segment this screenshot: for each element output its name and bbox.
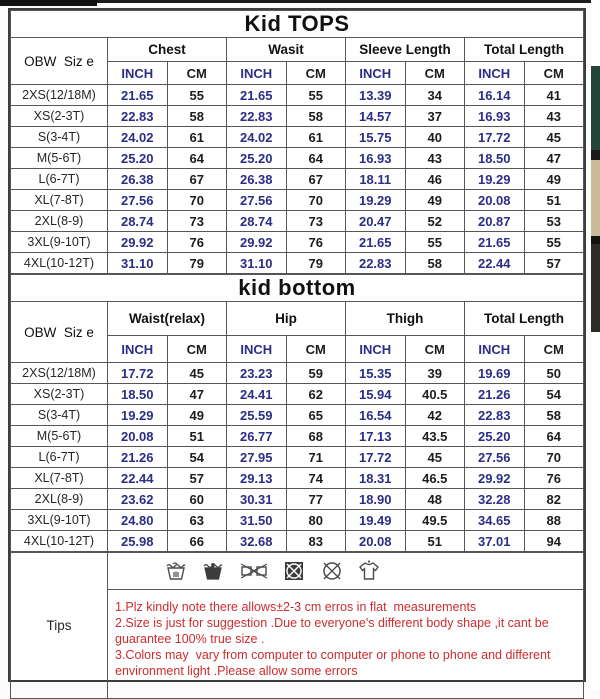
cm-value: 42 — [405, 405, 465, 426]
inch-value: 21.65 — [346, 232, 406, 253]
cm-value: 76 — [286, 232, 346, 253]
inch-value: 16.14 — [465, 85, 525, 106]
hand-wash-icon — [164, 559, 188, 583]
size-row — [11, 531, 584, 552]
inch-value: 21.26 — [465, 384, 525, 405]
cm-value: 45 — [167, 363, 227, 384]
size-label: 3XL(9-10T) — [11, 232, 108, 253]
thigh-header: Thigh — [346, 302, 465, 336]
size-row — [11, 426, 584, 447]
inch-value: 26.77 — [227, 426, 287, 447]
inch-value: 19.29 — [108, 405, 168, 426]
inch-value: 23.62 — [108, 489, 168, 510]
inch-value: 28.74 — [227, 211, 287, 232]
size-row — [11, 447, 584, 468]
cm-value: 70 — [524, 447, 584, 468]
waist-relax-header: Waist(relax) — [108, 302, 227, 336]
cm-value: 55 — [524, 232, 584, 253]
inch-value: 22.83 — [108, 106, 168, 127]
cm-value: 41 — [524, 85, 584, 106]
cm-value: 94 — [524, 531, 584, 552]
top-edge-strip-left — [0, 0, 97, 6]
inch-value: 31.10 — [108, 253, 168, 274]
cm-value: 45 — [524, 127, 584, 148]
inch-value: 22.44 — [108, 468, 168, 489]
size-label: XS(2-3T) — [11, 106, 108, 127]
cm-value: 60 — [167, 489, 227, 510]
size-label: L(6-7T) — [11, 447, 108, 468]
inch-value: 29.92 — [108, 232, 168, 253]
cm-value: 73 — [167, 211, 227, 232]
cm-value: 43 — [405, 148, 465, 169]
cm-value: 88 — [524, 510, 584, 531]
cm-value: 58 — [405, 253, 465, 274]
size-row — [11, 127, 584, 148]
size-label: 3XL(9-10T) — [11, 510, 108, 531]
inch-value: 27.56 — [465, 447, 525, 468]
cm-value: 58 — [524, 405, 584, 426]
inch-value: 24.80 — [108, 510, 168, 531]
cm-value: 57 — [167, 468, 227, 489]
cm-value: 51 — [524, 190, 584, 211]
inch-value: 22.83 — [465, 405, 525, 426]
inch-value: 18.90 — [346, 489, 406, 510]
kid-tops-table — [10, 10, 584, 274]
size-row — [11, 169, 584, 190]
inch-value: 18.11 — [346, 169, 406, 190]
size-row — [11, 85, 584, 106]
photo-sliver-segment — [591, 0, 600, 66]
care-tips-table — [10, 552, 584, 699]
inch-value: 17.72 — [108, 363, 168, 384]
tips-text — [108, 590, 584, 699]
cm-value: 63 — [167, 510, 227, 531]
inch-value: 16.54 — [346, 405, 406, 426]
cm-value: 76 — [167, 232, 227, 253]
cm-value: 50 — [524, 363, 584, 384]
inch-value: 18.50 — [108, 384, 168, 405]
kid-bottom-title-row — [11, 275, 584, 302]
size-label: 4XL(10-12T) — [11, 531, 108, 552]
inch-value: 26.38 — [108, 169, 168, 190]
cm-header: CM — [405, 62, 465, 85]
cm-value: 37 — [405, 106, 465, 127]
inch-value: 13.39 — [346, 85, 406, 106]
inch-value: 15.94 — [346, 384, 406, 405]
cm-value: 47 — [167, 384, 227, 405]
adjacent-photo-sliver — [591, 0, 600, 690]
tip-line: 1.Plz kindly note there allows±2-3 cm erros in flat measurements — [115, 600, 477, 614]
inch-value: 16.93 — [465, 106, 525, 127]
kid-tops-group-header-row — [11, 38, 584, 62]
cm-value: 49.5 — [405, 510, 465, 531]
inch-header: INCH — [346, 336, 406, 363]
size-label: XL(7-8T) — [11, 468, 108, 489]
size-row — [11, 510, 584, 531]
inch-header: INCH — [108, 336, 168, 363]
do-not-iron-icon — [239, 559, 269, 583]
inch-value: 20.47 — [346, 211, 406, 232]
size-label: 2XL(8-9) — [11, 489, 108, 510]
inch-value: 24.02 — [227, 127, 287, 148]
inch-value: 24.41 — [227, 384, 287, 405]
size-label: 2XL(8-9) — [11, 211, 108, 232]
inch-value: 32.28 — [465, 489, 525, 510]
inch-value: 21.26 — [108, 447, 168, 468]
care-icons-cell — [108, 553, 584, 590]
wash-tub-icon — [201, 559, 225, 583]
inch-value: 19.69 — [465, 363, 525, 384]
tips-label: Tips — [11, 553, 108, 699]
tip-line: 3.Colors may vary from computer to computer or phone to phone and different environment light .Please allow some errors — [115, 648, 554, 678]
inch-value: 20.08 — [108, 426, 168, 447]
size-label: 2XS(12/18M) — [11, 85, 108, 106]
cm-header: CM — [167, 336, 227, 363]
cm-header: CM — [286, 62, 346, 85]
inch-value: 29.92 — [465, 468, 525, 489]
size-row — [11, 211, 584, 232]
cm-value: 74 — [286, 468, 346, 489]
cm-value: 83 — [286, 531, 346, 552]
size-row — [11, 363, 584, 384]
cm-value: 67 — [286, 169, 346, 190]
cm-value: 52 — [405, 211, 465, 232]
cm-value: 79 — [167, 253, 227, 274]
inch-value: 17.72 — [465, 127, 525, 148]
photo-sliver-segment — [591, 66, 600, 150]
inch-header: INCH — [346, 62, 406, 85]
chest-header: Chest — [108, 38, 227, 62]
cm-value: 49 — [167, 405, 227, 426]
cm-value: 64 — [286, 148, 346, 169]
cm-value: 57 — [524, 253, 584, 274]
cm-value: 55 — [286, 85, 346, 106]
cm-value: 62 — [286, 384, 346, 405]
cm-value: 82 — [524, 489, 584, 510]
inch-value: 23.23 — [227, 363, 287, 384]
inch-value: 30.31 — [227, 489, 287, 510]
size-label: S(3-4T) — [11, 127, 108, 148]
sleeve-length-header: Sleeve Length — [346, 38, 465, 62]
cm-value: 73 — [286, 211, 346, 232]
size-row — [11, 148, 584, 169]
cm-value: 68 — [286, 426, 346, 447]
total-length-header: Total Length — [465, 302, 584, 336]
cm-value: 43.5 — [405, 426, 465, 447]
total-length-header: Total Length — [465, 38, 584, 62]
kid-bottom-title: kid bottom — [11, 275, 584, 302]
cm-value: 55 — [405, 232, 465, 253]
size-column-header: OBW Siz e — [11, 38, 108, 85]
cm-header: CM — [524, 336, 584, 363]
cm-header: CM — [405, 336, 465, 363]
cm-value: 71 — [286, 447, 346, 468]
size-label: 2XS(12/18M) — [11, 363, 108, 384]
inch-value: 31.10 — [227, 253, 287, 274]
size-row — [11, 384, 584, 405]
size-label: XL(7-8T) — [11, 190, 108, 211]
inch-value: 27.95 — [227, 447, 287, 468]
inch-value: 18.31 — [346, 468, 406, 489]
care-icons-row — [11, 553, 584, 590]
cm-value: 61 — [167, 127, 227, 148]
inch-value: 25.20 — [108, 148, 168, 169]
inch-value: 20.08 — [465, 190, 525, 211]
inch-value: 25.98 — [108, 531, 168, 552]
cm-value: 59 — [286, 363, 346, 384]
cm-value: 70 — [286, 190, 346, 211]
inch-value: 20.08 — [346, 531, 406, 552]
size-row — [11, 468, 584, 489]
inch-value: 15.75 — [346, 127, 406, 148]
size-row — [11, 253, 584, 274]
inch-value: 16.93 — [346, 148, 406, 169]
inch-value: 20.87 — [465, 211, 525, 232]
cm-value: 55 — [167, 85, 227, 106]
inch-header: INCH — [465, 336, 525, 363]
inch-value: 29.13 — [227, 468, 287, 489]
size-label: S(3-4T) — [11, 405, 108, 426]
waist-header: Wasit — [227, 38, 346, 62]
cm-value: 39 — [405, 363, 465, 384]
cm-value: 79 — [286, 253, 346, 274]
tip-line: 2.Size is just for suggestion .Due to everyone's different body shape ,it cant be guarantee 100% true size . — [115, 616, 553, 646]
inch-value: 32.68 — [227, 531, 287, 552]
kid-bottom-group-header-row — [11, 302, 584, 336]
inch-value: 19.49 — [346, 510, 406, 531]
cm-value: 46 — [405, 169, 465, 190]
inch-value: 29.92 — [227, 232, 287, 253]
t-shirt-icon — [357, 559, 381, 583]
cm-header: CM — [286, 336, 346, 363]
cm-value: 77 — [286, 489, 346, 510]
inch-value: 17.13 — [346, 426, 406, 447]
cm-value: 40.5 — [405, 384, 465, 405]
inch-value: 22.83 — [346, 253, 406, 274]
photo-sliver-segment — [591, 236, 600, 244]
kid-tops-title: Kid TOPS — [11, 11, 584, 38]
cm-value: 70 — [167, 190, 227, 211]
inch-header: INCH — [227, 336, 287, 363]
inch-value: 31.50 — [227, 510, 287, 531]
size-row — [11, 489, 584, 510]
inch-value: 21.65 — [108, 85, 168, 106]
cm-value: 58 — [286, 106, 346, 127]
inch-value: 22.83 — [227, 106, 287, 127]
inch-header: INCH — [108, 62, 168, 85]
inch-value: 22.44 — [465, 253, 525, 274]
cm-value: 58 — [167, 106, 227, 127]
cm-value: 64 — [524, 426, 584, 447]
size-chart-sheet — [8, 8, 586, 682]
inch-value: 15.35 — [346, 363, 406, 384]
inch-value: 25.20 — [465, 426, 525, 447]
cm-value: 65 — [286, 405, 346, 426]
size-label: 4XL(10-12T) — [11, 253, 108, 274]
cm-value: 66 — [167, 531, 227, 552]
inch-value: 27.56 — [227, 190, 287, 211]
photo-sliver-segment — [591, 332, 600, 690]
cm-value: 80 — [286, 510, 346, 531]
size-column-header: OBW Siz e — [11, 302, 108, 363]
inch-value: 19.29 — [465, 169, 525, 190]
size-label: M(5-6T) — [11, 426, 108, 447]
cm-value: 61 — [286, 127, 346, 148]
inch-value: 34.65 — [465, 510, 525, 531]
kid-tops-title-row — [11, 11, 584, 38]
inch-value: 26.38 — [227, 169, 287, 190]
size-label: L(6-7T) — [11, 169, 108, 190]
cm-value: 46.5 — [405, 468, 465, 489]
do-not-tumble-dry-icon — [282, 559, 306, 583]
size-label: M(5-6T) — [11, 148, 108, 169]
inch-value: 14.57 — [346, 106, 406, 127]
cm-value: 48 — [405, 489, 465, 510]
size-row — [11, 106, 584, 127]
inch-value: 27.56 — [108, 190, 168, 211]
cm-value: 45 — [405, 447, 465, 468]
inch-value: 18.50 — [465, 148, 525, 169]
inch-value: 37.01 — [465, 531, 525, 552]
cm-value: 67 — [167, 169, 227, 190]
photo-sliver-segment — [591, 160, 600, 236]
inch-header: INCH — [227, 62, 287, 85]
cm-value: 54 — [524, 384, 584, 405]
cm-value: 51 — [167, 426, 227, 447]
inch-header: INCH — [465, 62, 525, 85]
cm-value: 49 — [405, 190, 465, 211]
inch-value: 21.65 — [227, 85, 287, 106]
cm-value: 43 — [524, 106, 584, 127]
photo-sliver-segment — [591, 244, 600, 332]
inch-value: 19.29 — [346, 190, 406, 211]
hip-header: Hip — [227, 302, 346, 336]
cm-header: CM — [167, 62, 227, 85]
cm-value: 51 — [405, 531, 465, 552]
inch-value: 24.02 — [108, 127, 168, 148]
kid-bottom-table — [10, 274, 584, 552]
do-not-dry-clean-icon — [320, 559, 344, 583]
inch-value: 17.72 — [346, 447, 406, 468]
cm-value: 40 — [405, 127, 465, 148]
size-label: XS(2-3T) — [11, 384, 108, 405]
inch-value: 28.74 — [108, 211, 168, 232]
cm-value: 54 — [167, 447, 227, 468]
cm-header: CM — [524, 62, 584, 85]
cm-value: 53 — [524, 211, 584, 232]
cm-value: 49 — [524, 169, 584, 190]
size-row — [11, 405, 584, 426]
inch-value: 21.65 — [465, 232, 525, 253]
cm-value: 34 — [405, 85, 465, 106]
inch-value: 25.59 — [227, 405, 287, 426]
cm-value: 64 — [167, 148, 227, 169]
cm-value: 47 — [524, 148, 584, 169]
size-row — [11, 232, 584, 253]
inch-value: 25.20 — [227, 148, 287, 169]
size-row — [11, 190, 584, 211]
cm-value: 76 — [524, 468, 584, 489]
photo-sliver-segment — [591, 150, 600, 160]
